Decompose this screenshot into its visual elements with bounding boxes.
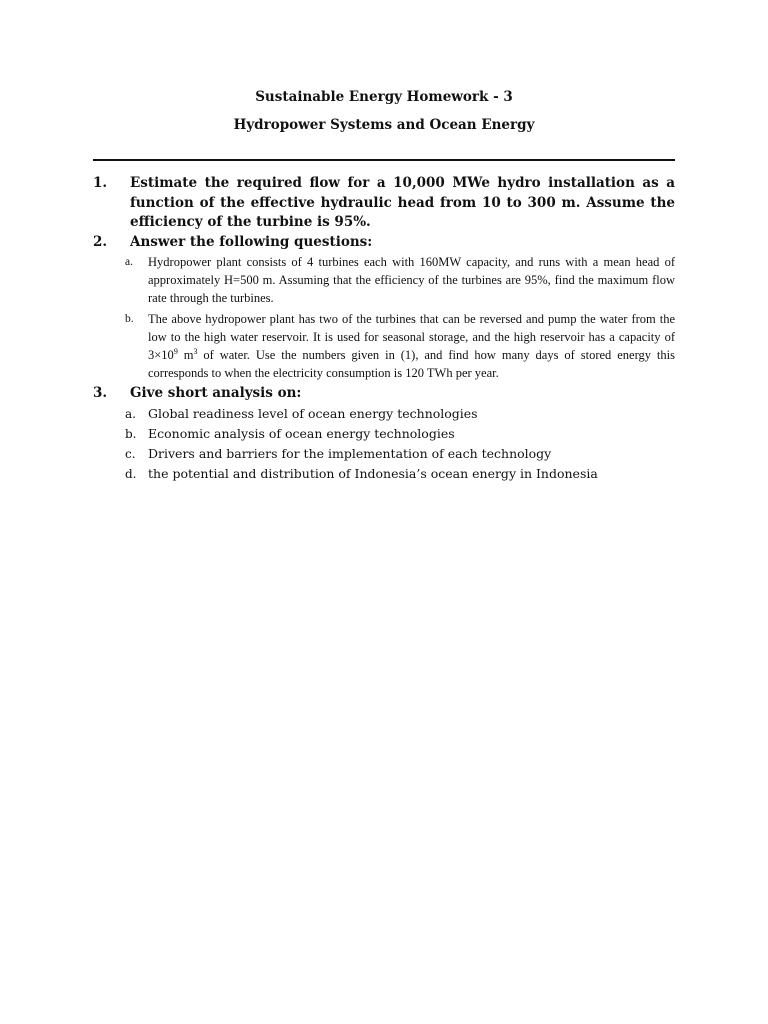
- sub-question-2b: [93, 310, 675, 382]
- question-2: [93, 233, 675, 253]
- question-text: Answer the following questions:: [130, 233, 373, 250]
- document-subtitle: Hydropower Systems and Ocean Energy: [233, 117, 535, 133]
- sub-question-letter: b.: [125, 313, 134, 325]
- question-1: [93, 174, 675, 233]
- sub-question-text: Economic analysis of ocean energy technologies: [148, 425, 455, 441]
- sub-question-text: Global readiness level of ocean energy technologies: [148, 405, 478, 421]
- text-part: The above hydropower plant has two of the turbines that can be reversed and pump the water from the low to the high water reservoir. It is used for seasonal storage, and the high reservoir has a capacity of 3×10: [148, 312, 675, 362]
- sub-question-letter: c.: [125, 446, 136, 461]
- question-number: 1.: [93, 175, 108, 191]
- text-part: of water. Use the numbers given in (1), and find how many days of stored energy this corresponds to when the electricity consumption is 120 TWh per year.: [148, 348, 675, 380]
- question-text: Give short analysis on:: [130, 385, 302, 401]
- sub-question-letter: a.: [125, 256, 133, 268]
- sub-question-3c: [93, 444, 675, 464]
- question-list: [93, 174, 675, 484]
- text-part: m: [177, 348, 194, 362]
- question-text: Estimate the required flow for a 10,000 MWe hydro installation as a function of the effective hydraulic head from 10 to 300 m. Assume the efficiency of the turbine is 95%.: [130, 175, 675, 230]
- sub-question-letter: b.: [125, 426, 137, 441]
- sub-question-3a: [93, 404, 675, 424]
- sub-question-text: [148, 310, 675, 382]
- question-number: 3.: [93, 385, 108, 401]
- sub-question-text: the potential and distribution of Indonesia’s ocean energy in Indonesia: [148, 465, 598, 481]
- question-number: 2.: [93, 233, 108, 250]
- sub-question-3b: [93, 424, 675, 444]
- horizontal-rule: [93, 159, 675, 161]
- sub-question-letter: a.: [125, 406, 136, 421]
- exponent: 3: [193, 346, 198, 356]
- sub-question-text: Hydropower plant consists of 4 turbines each with 160MW capacity, and runs with a mean head of approximately H=500 m. Assuming that the efficiency of the turbines are 95%, find the maximum flow rate through the turbines.: [148, 255, 675, 305]
- sub-question-letter: d.: [125, 466, 137, 481]
- exponent: 9: [173, 346, 178, 356]
- sub-question-2a: [93, 253, 675, 307]
- sub-question-text: Drivers and barriers for the implementation of each technology: [148, 445, 552, 461]
- sub-question-3d: [93, 464, 675, 484]
- question-3: [93, 384, 675, 404]
- document-title: Sustainable Energy Homework - 3: [255, 89, 513, 105]
